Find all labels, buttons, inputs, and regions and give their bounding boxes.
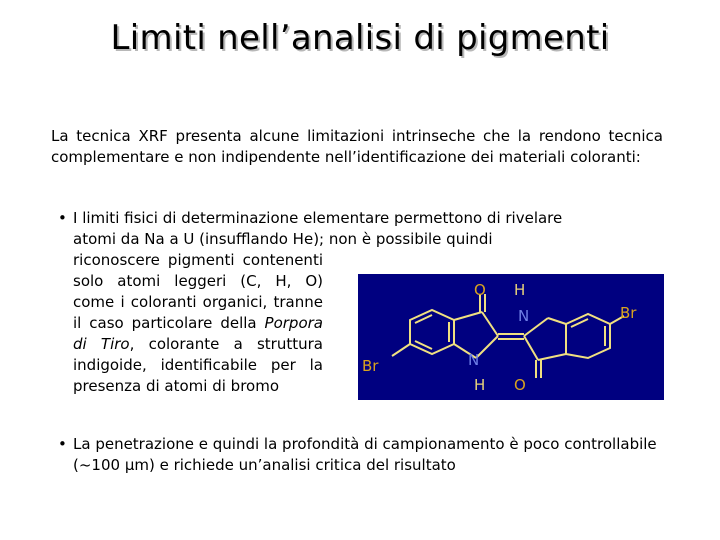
slide-title: Limiti nell’analisi di pigmenti	[110, 18, 610, 58]
bullet1-rest	[73, 250, 323, 397]
bullet1-rest-text: riconoscere pigmenti contenenti solo atomi leggeri (C, H, O) come i coloranti organici, tranne il caso particolare della	[73, 251, 323, 332]
bullet-icon: •	[58, 209, 67, 227]
atom-labels	[362, 281, 637, 394]
left-five-ring-bond	[454, 312, 482, 320]
molecule-bonds	[392, 294, 624, 378]
bromine-bond-left	[392, 344, 410, 356]
right-five-ring-bond	[538, 354, 566, 360]
nitrogen-top-label: N	[518, 307, 530, 325]
left-five-ring-bond	[476, 336, 498, 358]
right-five-ring-bond	[524, 336, 538, 360]
left-five-ring-bond	[482, 312, 498, 336]
tyrian-purple-structure	[358, 274, 664, 400]
bullet-icon: •	[58, 435, 67, 453]
oxygen-top-label: O	[474, 281, 486, 299]
bullet1-line2: atomi da Na a U (insufflando He); non è possibile quindi	[73, 230, 493, 248]
right-benzene-ring	[566, 314, 610, 358]
hydrogen-top-label: H	[514, 281, 526, 299]
bullet2-text: La penetrazione e quindi la profondità di campionamento è poco controllabile (~100 µm) e richiede un’analisi critica del risultato	[73, 435, 657, 474]
molecule-diagram	[358, 274, 664, 400]
bullet-item-penetration	[58, 434, 662, 476]
oxygen-bottom-label: O	[514, 376, 526, 394]
bullet1-italic-text: Porpora di Tiro	[73, 314, 323, 353]
nitrogen-bottom-label: N	[468, 351, 480, 369]
intro-paragraph: La tecnica XRF presenta alcune limitazioni intrinseche che la rendono tecnica complementare e non indipendente nell’identificazione dei materiali coloranti:	[51, 127, 663, 166]
hydrogen-bottom-label: H	[474, 376, 486, 394]
bromine-left-label: Br	[362, 357, 379, 375]
bullet1-line1: I limiti fisici di determinazione elementare permettono di rivelare	[73, 209, 563, 227]
bullet1-end-text: , colorante a struttura indigoide, identificabile per la presenza di atomi di bromo	[73, 335, 323, 395]
left-benzene-ring	[410, 310, 454, 354]
right-five-ring-bond	[548, 318, 566, 324]
bromine-right-label: Br	[620, 304, 637, 322]
